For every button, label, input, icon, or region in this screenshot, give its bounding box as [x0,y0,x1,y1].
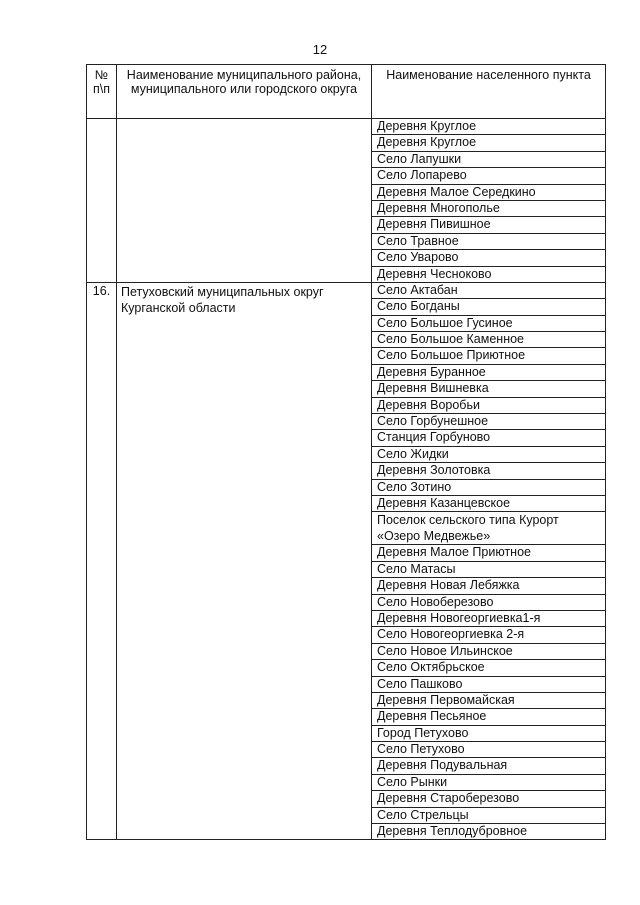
settlement-cell: Деревня Малое Приютное [372,545,606,561]
settlement-cell: Село Новое Ильинское [372,643,606,659]
settlement-cell: Деревня Подувальная [372,758,606,774]
table-body [87,119,606,840]
settlement-cell: Деревня Круглое [372,119,606,135]
settlement-cell: Город Петухово [372,725,606,741]
header-num: № п\п [87,65,117,119]
settlement-cell: Село Рынки [372,774,606,790]
header-district: Наименование муниципального района, муниципального или городского округа [117,65,372,119]
settlement-cell: Село Травное [372,233,606,249]
settlement-cell: Село Матасы [372,561,606,577]
table-row [87,282,606,298]
settlements-table [86,64,606,840]
settlement-cell: Деревня Буранное [372,364,606,380]
settlement-cell: Деревня Многополье [372,200,606,216]
settlement-cell: Деревня Вишневка [372,381,606,397]
settlement-cell: Деревня Воробьи [372,397,606,413]
settlement-cell: Село Лапушки [372,151,606,167]
settlement-cell: Деревня Пивишное [372,217,606,233]
settlement-cell: Деревня Малое Середкино [372,184,606,200]
settlement-cell: Деревня Казанцевское [372,495,606,511]
settlement-cell: Деревня Первомайская [372,692,606,708]
settlement-cell: Село Пашково [372,676,606,692]
settlement-cell: Село Стрельцы [372,807,606,823]
settlement-cell: Село Новогеоргиевка 2-я [372,627,606,643]
settlement-cell: Село Большое Каменное [372,332,606,348]
settlement-cell: Село Новоберезово [372,594,606,610]
settlement-cell: Деревня Золотовка [372,463,606,479]
settlement-cell: Деревня Песьяное [372,709,606,725]
settlement-cell: Деревня Староберезово [372,791,606,807]
settlement-cell: Село Октябрьское [372,660,606,676]
settlement-cell: Село Уварово [372,250,606,266]
settlement-cell: Деревня Новая Лебяжка [372,578,606,594]
settlement-cell: Деревня Теплодубровное [372,824,606,840]
settlement-cell: Деревня Новогеоргиевка1-я [372,610,606,626]
settlement-cell: Поселок сельского типа Курорт «Озеро Медвежье» [372,512,606,545]
settlement-cell: Деревня Чесноково [372,266,606,282]
settlement-cell: Село Лопарево [372,168,606,184]
district-cell: Петуховский муниципальных округ Курганской области [117,282,372,840]
district-cell [117,119,372,283]
settlement-cell: Село Горбунешное [372,414,606,430]
settlement-cell: Село Жидки [372,446,606,462]
page-number: 12 [312,42,328,57]
settlement-cell: Село Зотино [372,479,606,495]
row-num-cell: 16. [87,282,117,840]
settlement-cell: Село Большое Гусиное [372,315,606,331]
settlement-cell: Село Большое Приютное [372,348,606,364]
settlement-cell: Село Актабан [372,282,606,298]
settlement-cell: Село Петухово [372,742,606,758]
settlement-cell: Деревня Круглое [372,135,606,151]
settlement-cell: Станция Горбуново [372,430,606,446]
table-header [87,65,606,119]
settlement-cell: Село Богданы [372,299,606,315]
header-settlement: Наименование населенного пункта [372,65,606,119]
table-row [87,119,606,135]
row-num-cell [87,119,117,283]
